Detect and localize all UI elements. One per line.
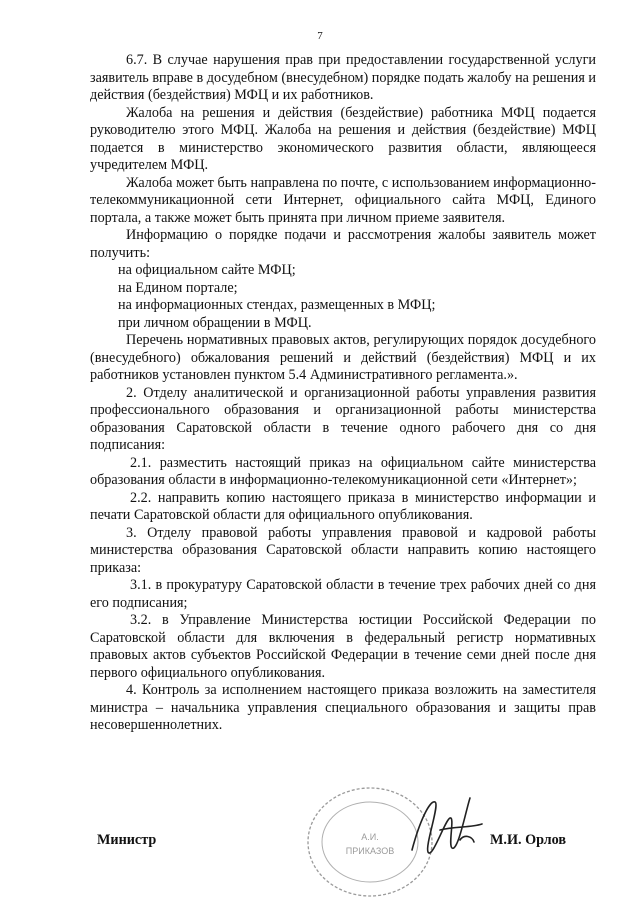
paragraph-item-2-1: 2.1. разместить настоящий приказ на официальном сайте министерства образования области в информационно-телекомуникационной сети «Интернет»; [90,454,596,488]
paragraph-item-2-2: 2.2. направить копию настоящего приказа в министерство информации и печати Саратовской области для официального опубликования. [90,489,596,523]
document-body [90,52,596,735]
signer-title: Министр [97,832,157,848]
paragraph-6-7: 6.7. В случае нарушения прав при предоставлении государственной услуги заявитель вправе в досудебном (внесудебном) порядке подать жалобу на решения и действия (бездействия) МФЦ и их работников. [90,52,596,103]
page-number: 7 [317,30,323,42]
paragraph-item-4: 4. Контроль за исполнением настоящего приказа возложить на заместителя министра – начальника управления специального образования и защиты прав несовершеннолетних. [90,682,596,733]
paragraph-item-3: 3. Отделу правовой работы управления правовой и кадровой работы министерства образования Саратовской области направить копию настоящего приказа: [90,524,596,576]
paragraph-item-3-1: 3.1. в прокуратуру Саратовской области в течение трех рабочих дней со дня его подписания; [90,577,596,611]
list-item: на официальном сайте МФЦ; [118,262,296,278]
paragraph-info-intro: Информацию о порядке подачи и рассмотрения жалобы заявитель может получить: [90,227,596,261]
handwritten-signature-icon [400,790,490,870]
list-item: на информационных стендах, размещенных в МФЦ; [118,297,436,313]
list-item: при личном обращении в МФЦ. [118,314,312,331]
paragraph-regulations-list: Перечень нормативных правовых актов, регулирующих порядок досудебного (внесудебного) обжалования решений и действий (бездействия) МФЦ и их работников установлен пунктом 5.4 Административного регламента.». [90,332,596,383]
paragraph-complaint-channels: Жалоба может быть направлена по почте, с использованием информационно-телекоммуникационной сети Интернет, официального сайта МФЦ, Единого портала, а также может быть принята при личном приеме заявителя. [90,174,596,226]
paragraph-item-3-2: 3.2. в Управление Министерства юстиции Российской Федерации по Саратовской области для включения в федеральный регистр нормативных правовых актов субъектов Российской Федерации в течение семи дней после дня первого официального опубликования. [90,612,596,681]
signature-block [0,820,640,900]
paragraph-complaint-recipients: Жалоба на решения и действия (бездействие) работника МФЦ подается руководителю этого МФЦ. Жалоба на решения и действия (бездействие) МФЦ подается в министерство экономического развития области, являющееся учредителем МФЦ. [90,104,596,173]
signer-name: М.И. Орлов [490,832,567,848]
svg-text:А.И.: А.И. [361,832,379,842]
paragraph-item-2: 2. Отделу аналитической и организационной работы управления развития профессионального образования и организационной работы министерства образования Саратовской области в течение одного рабочего дня со дня подписания: [90,384,596,453]
stamp-text: ПРИКАЗОВ [345,846,395,856]
list-item: на Едином портале; [118,279,238,296]
